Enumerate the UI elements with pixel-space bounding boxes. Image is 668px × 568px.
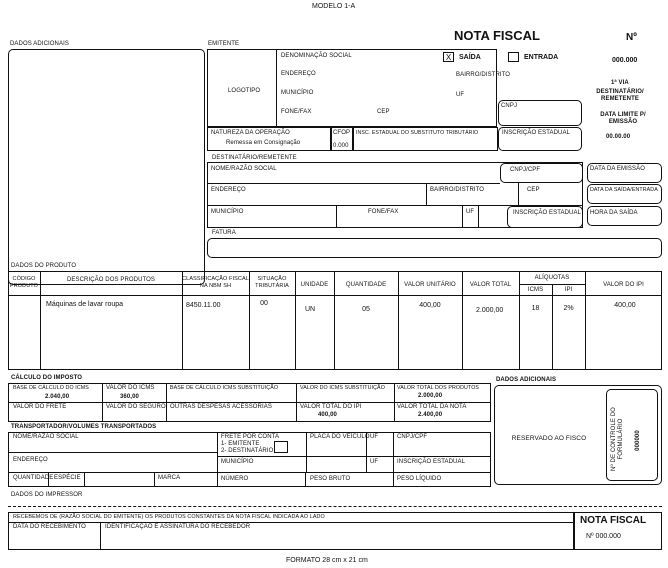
destinatario-label: DESTINATÁRIO/REMETENTE	[212, 155, 297, 161]
valor-produtos-label: VALOR TOTAL DOS PRODUTOS	[397, 385, 480, 391]
emitente-label: EMITENTE	[208, 41, 240, 47]
base-icms-value: 2.040,00	[45, 394, 70, 400]
dest-bairro-label: BAIRRO/DISTRITO	[430, 187, 485, 193]
row-ipi: 2%	[563, 305, 574, 312]
saida-checkbox[interactable]	[443, 52, 454, 62]
col-class-fiscal: CLASSIFICAÇÃO FISCAL NA NBM SH	[182, 276, 249, 289]
col-sit-trib: SITUAÇÃO TRIBUTÁRIA	[255, 276, 289, 289]
transp-placa-label: PLACA DO VEÍCULO	[310, 434, 370, 440]
seguro-label: VALOR DO SEGURO	[106, 404, 166, 410]
emitente-municipio: MUNICÍPIO	[281, 90, 314, 96]
natureza-label: NATUREZA DA OPERAÇÃO	[211, 130, 290, 136]
via-label: 1ª VIA	[611, 80, 629, 86]
controle-value: 000000	[634, 430, 641, 451]
logo-placeholder: LOGOTIPO	[228, 88, 261, 94]
col-codigo: CÓDIGO PRODUTO	[9, 276, 39, 289]
row-valor-total: 2.000,00	[476, 307, 504, 314]
dest-cnpj-label: CNPJ/CPF	[510, 167, 541, 173]
entrada-checkbox[interactable]	[508, 52, 519, 62]
doc-title: NOTA FISCAL	[454, 28, 540, 43]
ie-subst-label: INSC. ESTADUAL DO SUBSTITUTO TRIBUTÁRIO	[356, 130, 479, 136]
transp-numero-label: NÚMERO	[221, 476, 249, 482]
emitente-bairro: BAIRRO/DISTRITO	[456, 72, 511, 78]
imposto-label: CÁLCULO DO IMPOSTO	[11, 375, 83, 381]
dest-uf-label: UF	[466, 209, 475, 215]
number-label: Nº	[626, 32, 637, 43]
footer-format: FORMATO 28 cm x 21 cm	[286, 557, 368, 564]
model-label: MODELO 1-A	[312, 3, 356, 10]
dest-municipio-label: MUNICÍPIO	[211, 209, 244, 215]
dados-adicionais-top-label: DADOS ADICIONAIS	[10, 41, 69, 47]
valor-icms-label: VALOR DO ICMS	[106, 385, 155, 391]
transp-cnpj-label: CNPJ/CPF	[397, 434, 428, 440]
valor-nota-label: VALOR TOTAL DA NOTA	[397, 404, 467, 410]
hora-saida-label: HORA DA SAÍDA	[590, 210, 638, 216]
cfop-value: 0.000	[333, 143, 349, 149]
transp-quantidade-label: QUANTIDADE	[13, 475, 54, 481]
transp-marca-label: MARCA	[158, 475, 181, 481]
transp-endereco-label: ENDEREÇO	[13, 457, 48, 463]
cut-line	[8, 506, 662, 507]
dest-nome-label: NOME/RAZÃO SOCIAL	[211, 166, 277, 172]
number-value: 000.000	[612, 57, 638, 64]
col-valor-total: VALOR TOTAL	[469, 282, 512, 288]
col-descricao: DESCRIÇÃO DOS PRODUTOS	[66, 277, 156, 283]
controle-label: Nº DE CONTROLE DO FORMULÁRIO	[611, 407, 624, 471]
data-limite-value: 00.00.00	[606, 134, 631, 140]
transp-ie-label: INSCRIÇÃO ESTADUAL	[397, 459, 466, 465]
fatura-label: FATURA	[212, 230, 236, 236]
col-aliquotas: ALÍQUOTAS	[534, 275, 570, 281]
valor-subst-label: VALOR DO ICMS SUBSTITUIÇÃO	[300, 385, 385, 391]
canhoto-texto: RECEBEMOS DE (RAZÃO SOCIAL DO EMITENTE) OS PRODUTOS CONSTANTES DA NOTA FISCAL INDICADA AO LADO	[13, 514, 325, 520]
dest-cep-label: CEP	[527, 187, 540, 193]
impressor-label: DADOS DO IMPRESSOR	[11, 492, 83, 498]
row-icms: 18	[531, 305, 540, 312]
canhoto-data-label: DATA DO RECEBIMENTO	[13, 524, 86, 530]
row-descricao: Máquinas de lavar roupa	[46, 301, 124, 308]
saida-label: SAÍDA	[459, 54, 481, 61]
outras-label: OUTRAS DESPESAS ACESSÓRIAS	[170, 404, 272, 410]
emitente-cnpj-label: CNPJ	[501, 103, 518, 109]
col-valor-unit: VALOR UNITÁRIO	[404, 282, 456, 288]
transp-uf2-label: UF	[370, 459, 379, 465]
emitente-endereco: ENDEREÇO	[281, 71, 316, 77]
canhoto-assinatura-label: IDENTIFICAÇÃO E ASSINATURA DO RECEBEDOR	[105, 524, 251, 530]
produtos-label: DADOS DO PRODUTO	[11, 263, 77, 269]
row-valor-unit: 400,00	[419, 302, 441, 309]
canhoto-title: NOTA FISCAL	[580, 515, 647, 526]
data-emissao-label: DATA DA EMISSÃO	[590, 166, 645, 172]
data-saida-label: DATA DA SAÍDA/ENTRADA	[590, 187, 658, 193]
natureza-value: Remessa em Consignação	[226, 140, 301, 146]
transportador-label: TRANSPORTADOR/VOLUMES TRANSPORTADOS	[11, 424, 157, 430]
row-quantidade: 05	[362, 306, 370, 313]
dados-adicionais-right-label: DADOS ADICIONAIS	[496, 377, 557, 383]
base-icms-label: BASE DE CÁLCULO DO ICMS	[13, 385, 89, 391]
transp-peso-bruto-label: PESO BRUTO	[310, 476, 351, 482]
row-valor-ipi: 400,00	[614, 302, 636, 309]
transp-nome-label: NOME/RAZÃO SOCIAL	[13, 434, 79, 440]
emitente-denominacao: DENOMINAÇÃO SOCIAL	[281, 53, 352, 59]
transp-municipio-label: MUNICÍPIO	[221, 459, 254, 465]
dest-ie-label: INSCRIÇÃO ESTADUAL	[513, 210, 582, 216]
saida-mark: X	[445, 53, 452, 62]
valor-produtos-value: 2.000,00	[418, 393, 443, 399]
transp-frete-label: FRETE POR CONTA	[221, 434, 280, 440]
col-icms: ICMS	[527, 287, 544, 293]
emitente-cep: CEP	[377, 109, 390, 115]
emitente-fone: FONE/FAX	[281, 109, 312, 115]
row-sit-trib: 00	[260, 300, 268, 307]
transp-uf-label: UF	[370, 434, 379, 440]
transp-frete-2: 2- DESTINATÁRIO	[221, 448, 274, 454]
canhoto-numero: Nº 000.000	[586, 533, 621, 540]
transp-peso-liquido-label: PESO LÍQUIDO	[397, 476, 442, 482]
data-limite-label: DATA LIMITE P/ EMISSÃO	[600, 112, 646, 125]
col-ipi: IPI	[564, 287, 573, 293]
col-quantidade: QUANTIDADE	[345, 282, 387, 288]
dest-endereco-label: ENDEREÇO	[211, 187, 246, 193]
valor-ipi-label: VALOR TOTAL DO IPI	[300, 404, 362, 410]
frete-label: VALOR DO FRETE	[13, 404, 67, 410]
emitente-uf: UF	[456, 92, 465, 98]
cfop-label: CFOP	[333, 130, 351, 136]
fatura-box[interactable]	[207, 238, 662, 258]
row-unidade: UN	[304, 306, 316, 313]
col-valor-ipi: VALOR DO IPI	[603, 282, 644, 288]
base-subst-label: BASE DE CÁLCULO ICMS SUBSTITUIÇÃO	[170, 385, 279, 391]
row-class-fiscal: 8450.11.00	[186, 302, 221, 309]
reservado-label: RESERVADO AO FISCO	[511, 435, 587, 442]
valor-icms-value: 360,00	[120, 394, 139, 400]
frete-checkbox[interactable]	[274, 441, 288, 453]
col-unidade: UNIDADE	[300, 282, 329, 288]
emitente-ie-label: INSCRIÇÃO ESTADUAL	[502, 130, 571, 136]
valor-ipi-value: 400,00	[318, 412, 337, 418]
entrada-label: ENTRADA	[524, 54, 559, 61]
transp-especie-label: ESPÉCIE	[54, 475, 81, 481]
dest-fone-label: FONE/FAX	[368, 209, 399, 215]
transp-frete-1: 1- EMITENTE	[221, 441, 260, 447]
valor-nota-value: 2.400,00	[418, 412, 443, 418]
via-dest: DESTINATÁRIO/ REMETENTE	[596, 89, 644, 102]
dados-adicionais-top-box[interactable]	[8, 49, 205, 285]
